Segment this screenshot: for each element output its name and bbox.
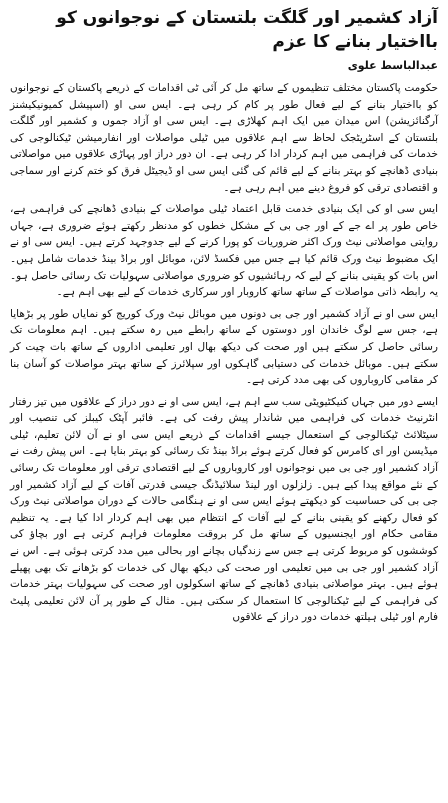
article-headline: آزاد کشمیر اور گلگت بلتستان کے نوجوانوں کو بااختیار بنانے کا عزم: [56, 8, 438, 52]
article-paragraph: ایس سی او کی ایک بنیادی خدمت قابل اعتماد ٹیلی مواصلات کے بنیادی ڈھانچے کی فراہمی ہے، خاص طور پر اے جے کے اور جی بی کے مشکل خطوں کو مدنظر رکھتے ہوئے ضروری ہے، جہاں روایتی مواصلاتی نیٹ ورک اکثر ضروریات کو پورا کرنے کے لیے جدوجہد کرتے ہیں۔ ایس سی او نے ایک مضبوط نیٹ ورک قائم کیا ہے جس میں فکسڈ لائن، موبائل اور براڈ بینڈ خدمات شامل ہیں۔ اس بات کو یقینی بنانے کے لیے کہ رہائشیوں کو ضروری مواصلاتی سہولیات تک رسائی حاصل ہو۔ یہ رابطہ ذاتی مواصلات کے ساتھ ساتھ کاروبار اور سرکاری خدمات کے لیے بھی اہم ہے۔: [10, 203, 438, 299]
article-paragraph: ایسے دور میں جہاں کنیکٹیویٹی سب سے اہم ہے، ایس سی او نے دور دراز کے علاقوں میں تیز رفتار انٹرنیٹ خدمات کی فراہمی میں شاندار پیش رفت کی ہے۔ فائبر آپٹک کیبلز کی تنصیب اور سیٹلائٹ ٹیکنالوجی کے استعمال جیسے اقدامات کے ذریعے ایس سی او نے آن لائن تعلیم، ٹیلی میڈیسن اور ای کامرس کو فعال کرتے ہوئے براڈ بینڈ تک رسائی کو بہتر بنایا ہے۔ اس پیش رفت نے آزاد کشمیر اور جی بی میں نوجوانوں اور کاروباروں کے لیے اقتصادی ترقی اور معلومات تک رسائی کے نئے مواقع پیدا کیے ہیں۔ زلزلوں اور لینڈ سلائیڈنگ جیسی قدرتی آفات کے لیے آزاد کشمیر اور جی بی کی حساسیت کو دیکھتے ہوئے ایس سی او نے ہنگامی حالات کے دوران مواصلاتی نیٹ ورک کو فعال رکھنے کو یقینی بنانے کے لیے آفات کے انتظام میں بھی اہم کردار ادا کیا ہے۔ یہ تنظیم مقامی حکام اور ایجنسیوں کے ساتھ مل کر بروقت معلومات فراہم کرتی ہے اور بچاؤ کی کوششوں کو مربوط کرتی ہے جس سے زندگیاں بچانے اور بحالی میں مدد کرتی ہوئی ہے۔ اس نے آزاد کشمیر اور جی بی میں تعلیمی اور صحت کی دیکھ بھال کی خدمات کو بڑھانے تک بھی پھیلے ہوئے ہیں۔ بہتر مواصلاتی بنیادی ڈھانچے کے ساتھ اسکولوں اور صحت کی سہولیات بہتر خدمات کی فراہمی کے لیے ٹیکنالوجی کا استعمال کر سکتی ہیں۔ مثال کے طور پر آن لائن تعلیمی پلیٹ فارم اور ٹیلی ہیلتھ خدمات دور دراز کے علاقوں: [10, 395, 438, 624]
article-paragraph: ایس سی او نے آزاد کشمیر اور جی بی دونوں میں موبائل نیٹ ورک کوریج کو نمایاں طور پر بڑھایا ہے، جس سے لوگ خاندان اور دوستوں کے ساتھ رابطے میں رہ سکتے ہیں۔ اہم معلومات تک رسائی حاصل کر سکتے ہیں اور صحت کی دیکھ بھال اور تعلیمی اداروں کے ساتھ بات چیت کر سکتے ہیں۔ موبائل خدمات کی دستیابی گاہکوں اور سپلائرز کے ساتھ بہتر مواصلات کو آسان بنا کر مقامی کاروباروں کی بھی مدد کرتی ہے۔: [10, 307, 438, 387]
article-paragraph: حکومت پاکستان مختلف تنظیموں کے ساتھ مل کر آئی ٹی اقدامات کے ذریعے پاکستان کے نوجوانوں کو بااختیار بنانے کے لیے فعال طور پر کام کر رہی ہے۔ ایس سی او (اسپیشل کمیونیکیشنز آرگنائزیشن) اس میدان میں ایک اہم کھلاڑی ہے۔ ایس سی او آزاد جموں و کشمیر اور گلگت بلتستان کے اسٹریٹجک لحاظ سے اہم علاقوں میں ٹیلی مواصلات اور انفارمیشن ٹیکنالوجی کی خدمات کی فراہمی میں اہم کردار ادا کر رہی ہے۔ ان دور دراز اور پہاڑی علاقوں میں مواصلاتی بنیادی ڈھانچے کو بہتر بنانے کے لیے قائم کی گئی ایس سی او ڈیجیٹل فرق کو ختم کرنے اور سماجی و اقتصادی ترقی کو فروغ دینے میں اہم رہی ہے۔: [10, 82, 438, 194]
article-body: [10, 80, 438, 626]
author-byline: عبدالباسط علوی: [347, 59, 438, 72]
